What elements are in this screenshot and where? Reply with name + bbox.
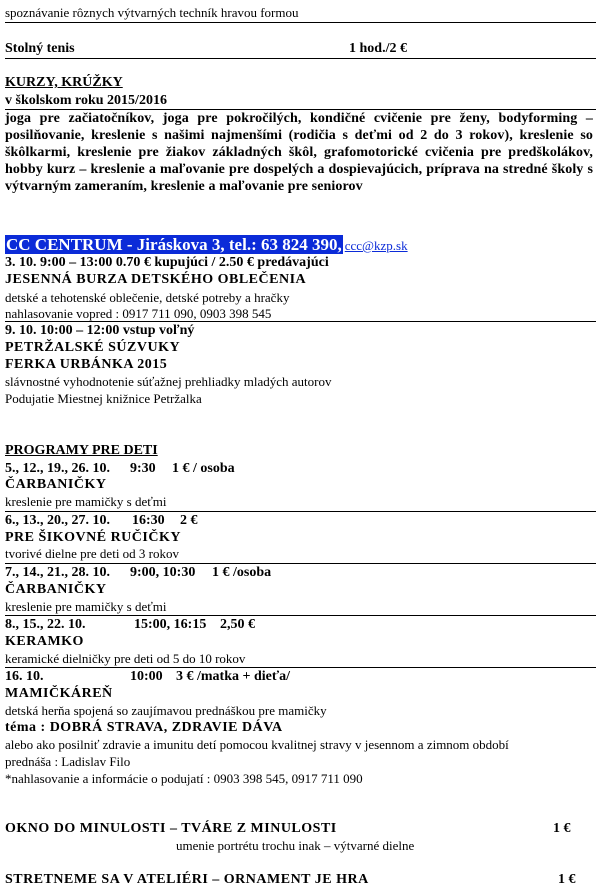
cc-email-link[interactable]: ccc@kzp.sk (344, 238, 408, 253)
program-title: ČARBANIČKY (5, 477, 107, 492)
program-title: ČARBANIČKY (5, 582, 107, 597)
stretneme-price: 1 € (558, 872, 576, 887)
okno-price: 1 € (553, 821, 571, 836)
kurzy-year: v školskom roku 2015/2016 (5, 93, 167, 108)
mamickaren-date: 16. 10. (5, 669, 44, 684)
stretneme-title: STRETNEME SA V ATELIÉRI – ORNAMENT JE HRA (5, 872, 369, 887)
divider (5, 58, 596, 59)
mamickaren-price: 3 € /matka + dieťa/ (176, 669, 291, 684)
divider (5, 615, 596, 616)
cc-banner (5, 235, 408, 255)
event-desc: Podujatie Miestnej knižnice Petržalka (5, 391, 202, 406)
program-price: 2,50 € (220, 617, 255, 632)
program-desc: kreslenie pre mamičky s deťmi (5, 599, 167, 614)
okno-title: OKNO DO MINULOSTI – TVÁRE Z MINULOSTI (5, 821, 337, 836)
program-desc: kreslenie pre mamičky s deťmi (5, 494, 167, 509)
program-time: 9:00, 10:30 (130, 565, 196, 580)
event-desc: slávnostné vyhodnotenie súťažnej prehliadky mladých autorov (5, 374, 332, 389)
program-time: 15:00, 16:15 (134, 617, 207, 632)
mamickaren-time: 10:00 (130, 669, 163, 684)
kurzy-text: joga pre začiatočníkov, joga pre pokročilých, kondičné cvičenie pre ženy, bodyforming – posilňovanie, kreslenie s našimi najmenšími (rodičia s deťmi od 2 do 3 rokov), kreslenie so škôlkarmi, kreslenie pre žiakov základných škôl, grafomotorické cvičenia pre predškolákov, hobby kurz – kreslenie a maľovanie pre dospelých a dospievajúcich, príprava na stredné školy s výtvarným zameraním, kreslenie a maľovanie pre seniorov (5, 111, 593, 194)
program-dates: 6., 13., 20., 27. 10. (5, 513, 110, 528)
program-desc: tvorivé dielne pre deti od 3 rokov (5, 546, 180, 561)
program-title: PRE ŠIKOVNÉ RUČIČKY (5, 530, 181, 545)
event-title: FERKA URBÁNKA 2015 (5, 357, 168, 372)
mamickaren-tema: téma : DOBRÁ STRAVA, ZDRAVIE DÁVA (5, 720, 283, 735)
mamickaren-lecturer: prednáša : Ladislav Filo (5, 754, 131, 769)
program-dates: 8., 15., 22. 10. (5, 617, 86, 632)
technique-line: spoznávanie rôznych výtvarných techník hravou formou (5, 5, 299, 20)
program-price: 2 € (180, 513, 198, 528)
event-title: JESENNÁ BURZA DETSKÉHO OBLEČENIA (5, 272, 307, 287)
stolny-tenis-price: 1 hod./2 € (349, 41, 407, 56)
program-desc: keramické dielničky pre deti od 5 do 10 rokov (5, 651, 246, 666)
divider (5, 667, 596, 668)
mamickaren-contact: *nahlasovanie a informácie o podujatí : 0903 398 545, 0917 711 090 (5, 771, 363, 786)
program-time: 16:30 (132, 513, 165, 528)
program-dates: 7., 14., 21., 28. 10. (5, 565, 110, 580)
program-title: KERAMKO (5, 634, 84, 649)
program-time: 9:30 (130, 461, 156, 476)
event-desc: detské a tehotenské oblečenie, detské potreby a hračky (5, 290, 290, 305)
event-when: 3. 10. 9:00 – 13:00 0.70 € kupujúci / 2.50 € predávajúci (5, 255, 329, 270)
program-price: 1 € /osoba (212, 565, 272, 580)
kurzy-heading: KURZY, KRÚŽKY (5, 75, 123, 90)
mamickaren-desc: alebo ako posilniť zdravie a imunitu detí pomocou kvalitnej stravy v jesennom a zimnom období (5, 737, 509, 752)
program-dates: 5., 12., 19., 26. 10. (5, 461, 110, 476)
stolny-tenis-title: Stolný tenis (5, 41, 75, 56)
event-desc: nahlasovanie vopred : 0917 711 090, 0903 398 545 (5, 306, 272, 321)
program-price: 1 € / osoba (172, 461, 235, 476)
mamickaren-desc: detská herňa spojená so zaujímavou prednáškou pre mamičky (5, 703, 327, 718)
divider (5, 22, 596, 23)
cc-banner-title: CC CENTRUM - Jiráskova 3, tel.: 63 824 390, (6, 235, 342, 254)
mamickaren-title: MAMIČKÁREŇ (5, 686, 113, 701)
programy-heading: PROGRAMY PRE DETI (5, 443, 158, 458)
okno-desc: umenie portrétu trochu inak – výtvarné dielne (176, 838, 415, 853)
event-title: PETRŽALSKÉ SÚZVUKY (5, 340, 181, 355)
event-when: 9. 10. 10:00 – 12:00 vstup voľný (5, 323, 195, 338)
